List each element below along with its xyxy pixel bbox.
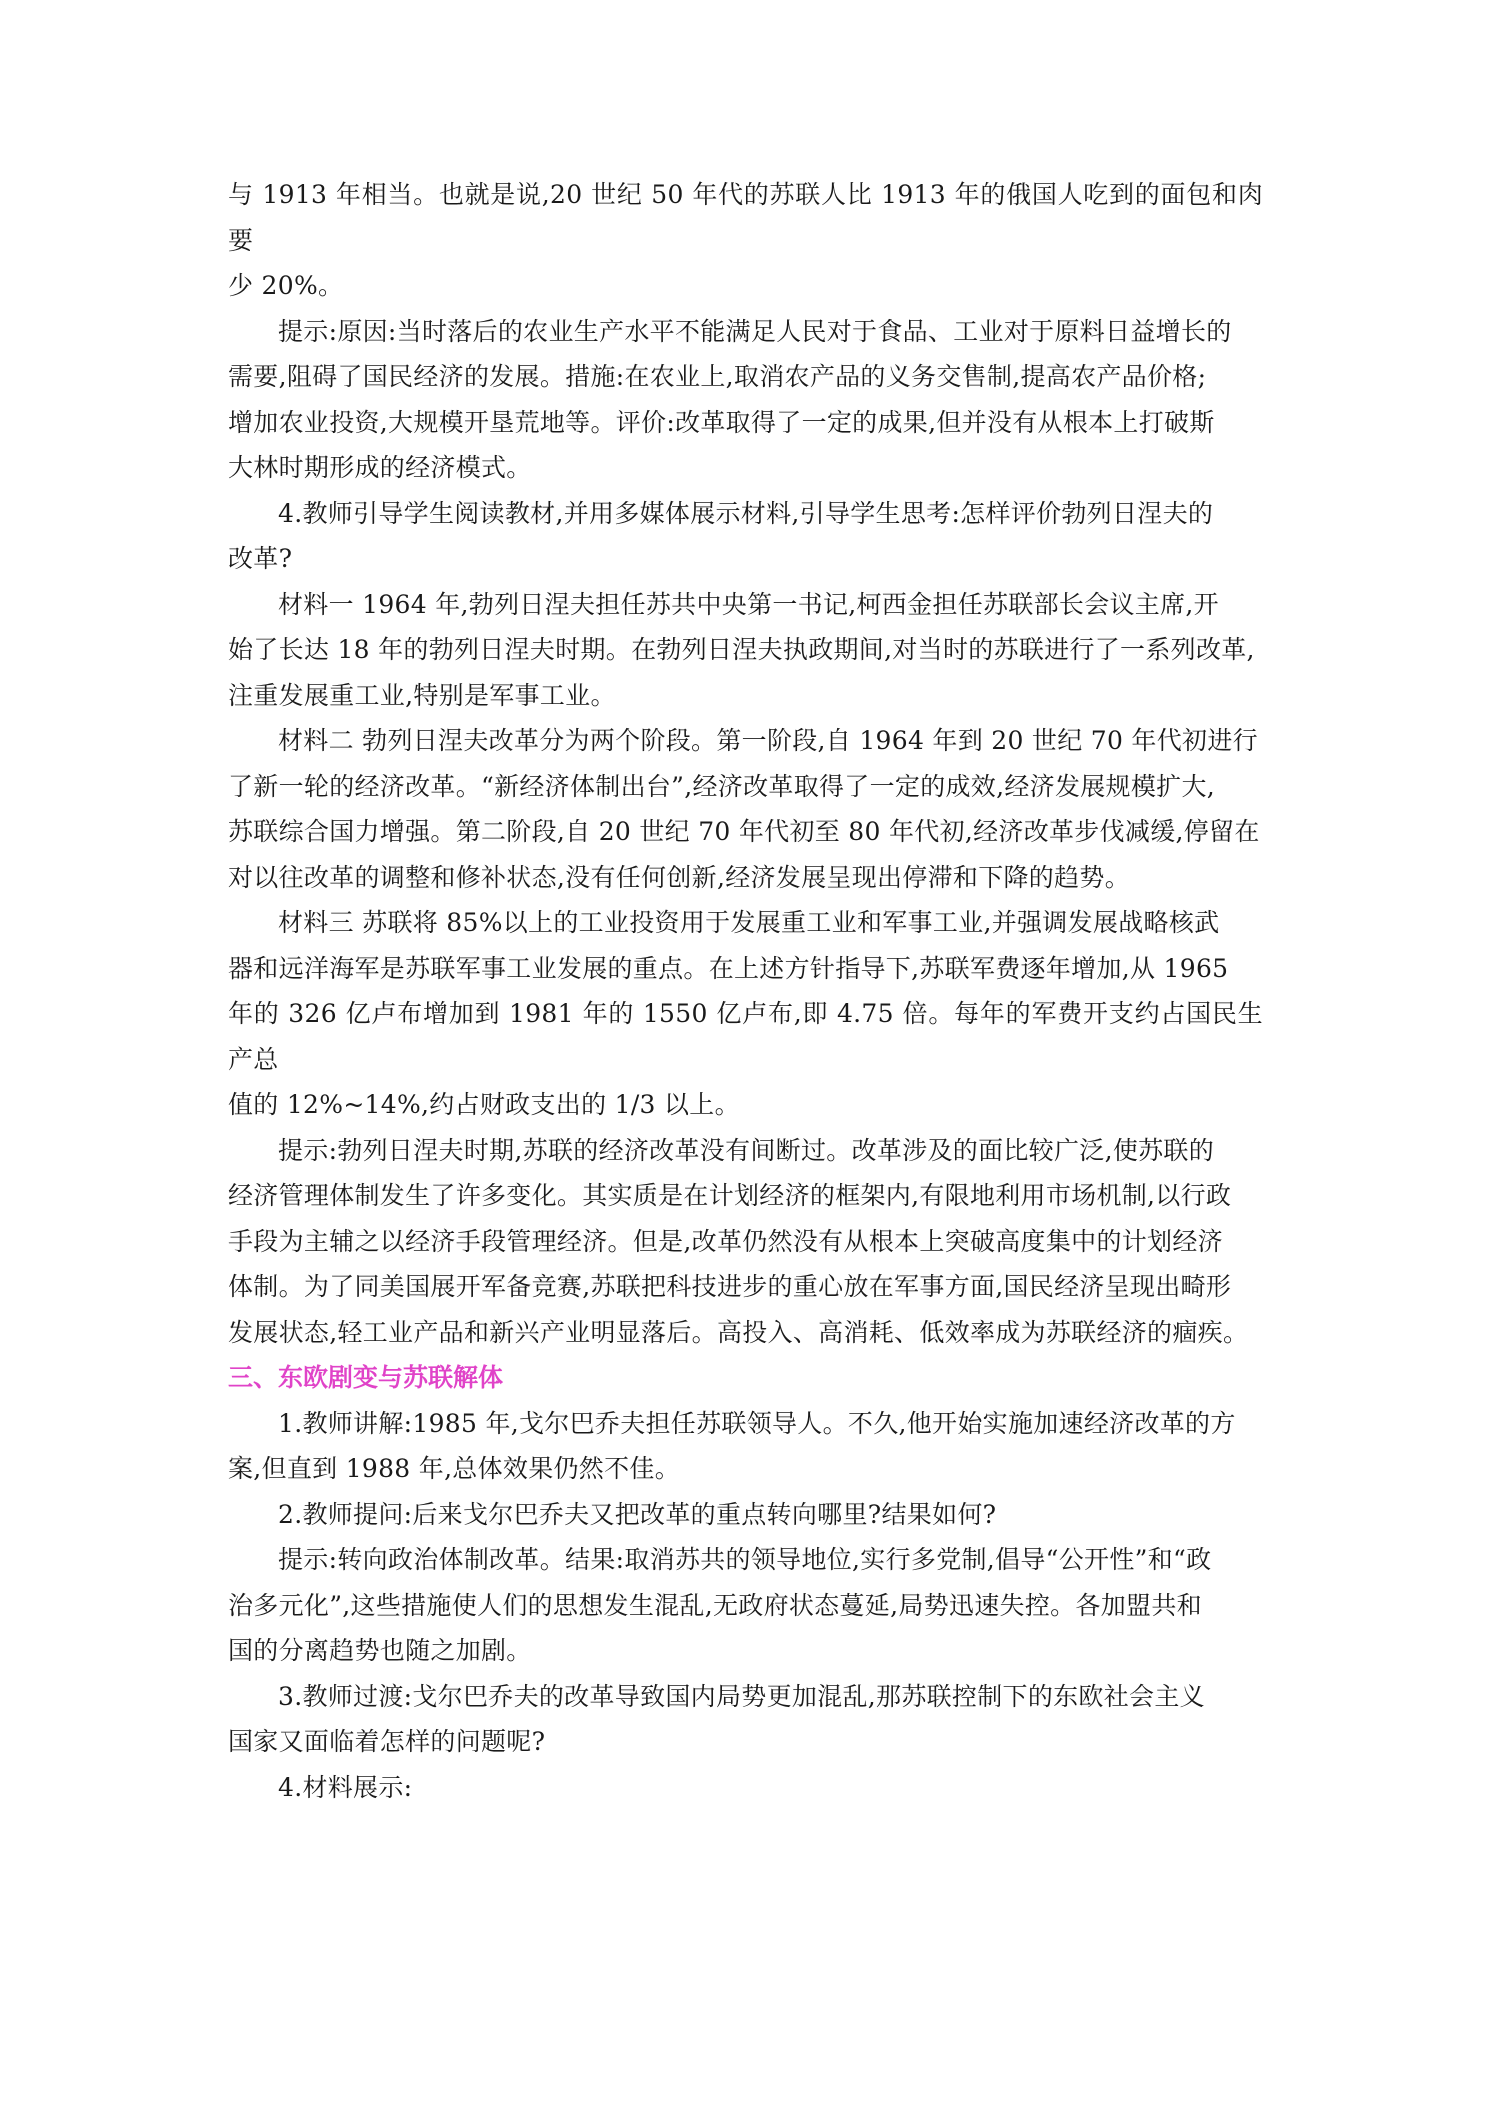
paragraph: 材料一 1964 年,勃列日涅夫担任苏共中央第一书记,柯西金担任苏联部长会议主席,开 始了长达 18 年的勃列日涅夫时期。在勃列日涅夫执政期间,对当时的苏联进行了一系列改革, 注重发展重工业,特别是军事工业。 (228, 589, 1255, 710)
paragraph: 2.教师提问:后来戈尔巴乔夫又把改革的重点转向哪里?结果如何? (278, 1499, 997, 1529)
paragraph: 1.教师讲解:1985 年,戈尔巴乔夫担任苏联领导人。不久,他开始实施加速经济改革的方 案,但直到 1988 年,总体效果仍然不佳。 (228, 1408, 1236, 1483)
section-heading: 三、东欧剧变与苏联解体 (228, 1363, 504, 1392)
paragraph: 提示:原因:当时落后的农业生产水平不能满足人民对于食品、工业对于原料日益增长的 需要,阻碍了国民经济的发展。措施:在农业上,取消农产品的义务交售制,提高农产品价格; 增加农业投资,大规模开垦荒地等。评价:改革取得了一定的成果,但并没有从根本上打破斯 大林时期形成的经济模式。 (228, 316, 1232, 482)
paragraph: 4.材料展示: (278, 1772, 413, 1802)
paragraph: 与 1913 年相当。也就是说,20 世纪 50 年代的苏联人比 1913 年的俄国人吃到的面包和肉要 少 20%。 (228, 180, 1263, 300)
document-body (228, 172, 1263, 1810)
paragraph: 提示:勃列日涅夫时期,苏联的经济改革没有间断过。改革涉及的面比较广泛,使苏联的 经济管理体制发生了许多变化。其实质是在计划经济的框架内,有限地利用市场机制,以行政 手段为主辅之以经济手段管理经济。但是,改革仍然没有从根本上突破高度集中的计划经济 体制。为了同美国展开军备竞赛,苏联把科技进步的重心放在军事方面,国民经济呈现出畸形 发展状态,轻工业产品和新兴产业明显落后。高投入、高消耗、低效率成为苏联经济的痼疾。 (228, 1135, 1249, 1347)
paragraph: 提示:转向政治体制改革。结果:取消苏共的领导地位,实行多党制,倡导“公开性”和“政 治多元化”,这些措施使人们的思想发生混乱,无政府状态蔓延,局势迅速失控。各加盟共和 国的分离趋势也随之加剧。 (228, 1545, 1212, 1665)
paragraph: 材料二 勃列日涅夫改革分为两个阶段。第一阶段,自 1964 年到 20 世纪 70 年代初进行 了新一轮的经济改革。“新经济体制出台”,经济改革取得了一定的成效,经济发展规模扩大, 苏联综合国力增强。第二阶段,自 20 世纪 70 年代初至 80 年代初,经济改革步伐减缓,停留在 对以往改革的调整和修补状态,没有任何创新,经济发展呈现出停滞和下降的趋势。 (228, 726, 1260, 892)
paragraph: 3.教师过渡:戈尔巴乔夫的改革导致国内局势更加混乱,那苏联控制下的东欧社会主义 国家又面临着怎样的问题呢? (228, 1681, 1205, 1756)
paragraph: 4.教师引导学生阅读教材,并用多媒体展示材料,引导学生思考:怎样评价勃列日涅夫的 改革? (228, 498, 1214, 573)
paragraph: 材料三 苏联将 85%以上的工业投资用于发展重工业和军事工业,并强调发展战略核武 器和远洋海军是苏联军事工业发展的重点。在上述方针指导下,苏联军费逐年增加,从 1965 年的 326 亿卢布增加到 1981 年的 1550 亿卢布,即 4.75 倍。每年的军费开支约占国民生产总 值的 12%~14%,约占财政支出的 1/3 以上。 (228, 908, 1263, 1119)
